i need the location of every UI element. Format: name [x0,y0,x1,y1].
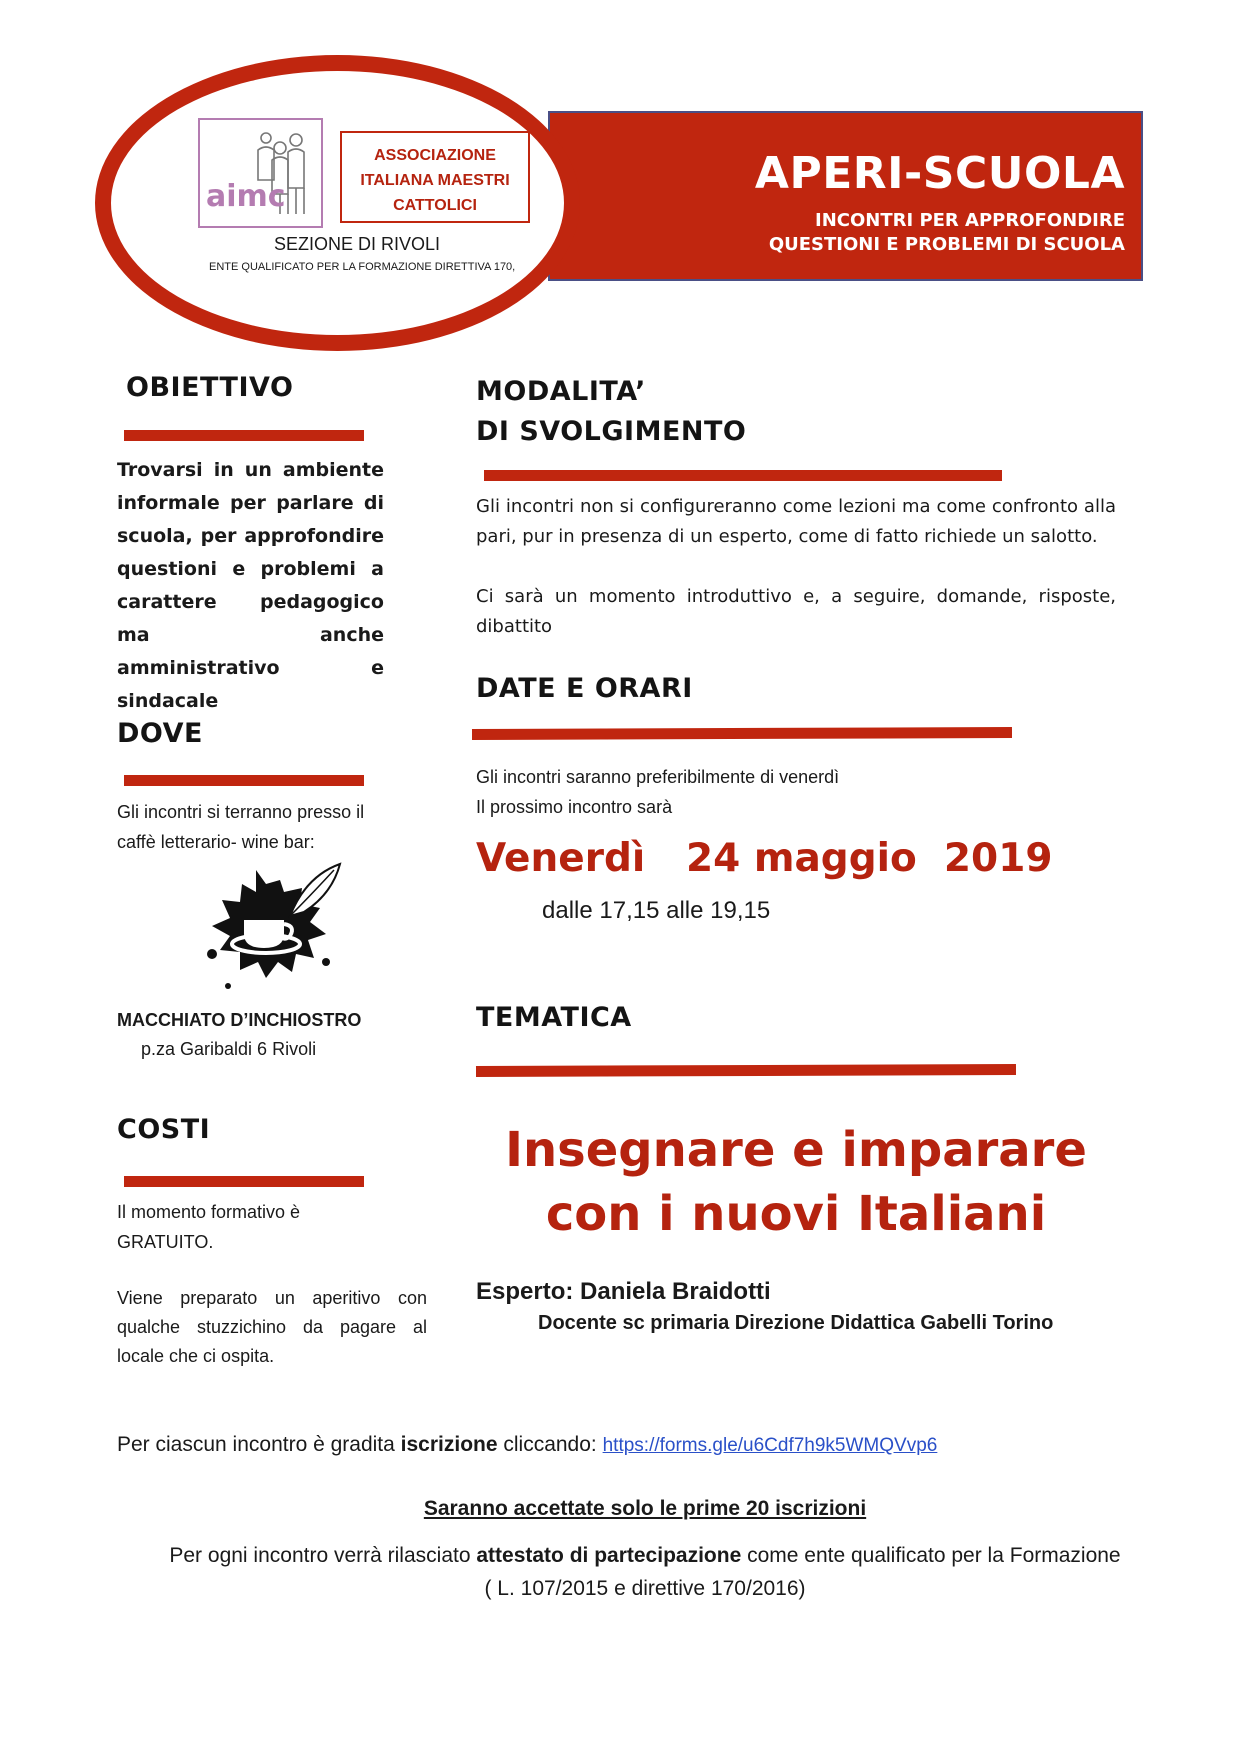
signup-line: Per ciascun incontro è gradita iscrizione cliccando: https://forms.gle/u6Cdf7h9k5WMQVvp6 [117,1433,938,1456]
date-line-1: Gli incontri saranno preferibilmente di venerdì [476,767,840,787]
family-icon [200,120,321,226]
signup-link[interactable]: https://forms.gle/u6Cdf7h9k5WMQVvp6 [602,1435,938,1456]
tematica-title: Insegnare e imparare con i nuovi Italiani [505,1122,1087,1242]
venue-address: p.za Garibaldi 6 Rivoli [141,1039,317,1059]
header-banner [548,111,1143,281]
ente-note: ENTE QUALIFICATO PER LA FORMAZIONE DIRETTIVA 170, [209,261,516,273]
obiettivo-heading: OBIETTIVO [126,372,294,403]
attestato-line: Per ogni incontro verrà rilasciato attestato di partecipazione come ente qualificato per la Formazione [169,1544,1121,1567]
law-reference: ( L. 107/2015 e direttive 170/2016) [484,1577,806,1600]
modalita-text-2: Ci sarà un momento introduttivo e, a seguire, domande, risposte, dibattito [476,586,1116,637]
expert-name: Esperto: Daniela Braidotti [476,1278,771,1305]
divider [484,470,1002,481]
association-box [340,131,530,223]
signup-limit: Saranno accettate solo le prime 20 iscrizioni [423,1497,867,1520]
costi-text: Il momento formativo è GRATUITO. [117,1202,301,1252]
modalita-heading: MODALITA’ DI SVOLGIMENTO [476,376,747,447]
association-line: CATTOLICI [393,197,477,214]
obiettivo-text: Trovarsi in un ambiente informale per parlare di scuola, per approfondire questioni e problemi a carattere pedagogico ma anche amministrativo e sindacale [117,459,384,712]
next-date: Venerdì 24 maggio 2019 [476,836,1053,881]
divider [476,1064,1016,1077]
association-line: ITALIANA MAESTRI [360,172,510,189]
dove-text: Gli incontri si terranno presso il caffè letterario- wine bar: [117,802,365,852]
svg-text:aimc: aimc [206,179,286,214]
divider [124,430,364,441]
dove-heading: DOVE [117,718,203,749]
banner-subtitle: INCONTRI PER APPROFONDIRE QUESTIONI E PROBLEMI DI SCUOLA [768,210,1125,255]
section-name: SEZIONE DI RIVOLI [274,234,441,254]
next-time: dalle 17,15 alle 19,15 [542,897,771,924]
divider [124,775,364,786]
banner-title: APERI-SCUOLA [754,148,1125,199]
date-heading: DATE E ORARI [476,673,693,704]
association-line: ASSOCIAZIONE [374,147,496,164]
date-line-2: Il prossimo incontro sarà [476,797,673,817]
venue-name: MACCHIATO D’INCHIOSTRO [117,1010,362,1030]
coffee-ink-icon [198,858,348,996]
costi-aperitivo-text: Viene preparato un aperitivo con qualche stuzzichino da pagare al locale che ci ospita. [117,1288,427,1366]
aimc-logo [198,118,323,228]
expert-role: Docente sc primaria Direzione Didattica Gabelli Torino [538,1312,1054,1334]
tematica-heading: TEMATICA [476,1002,632,1033]
modalita-text: Gli incontri non si configureranno come lezioni ma come confronto alla pari, pur in presenza di un esperto, come di fatto richiede un salotto. [476,496,1116,547]
costi-heading: COSTI [117,1114,211,1145]
divider [124,1176,364,1187]
divider [472,727,1012,740]
